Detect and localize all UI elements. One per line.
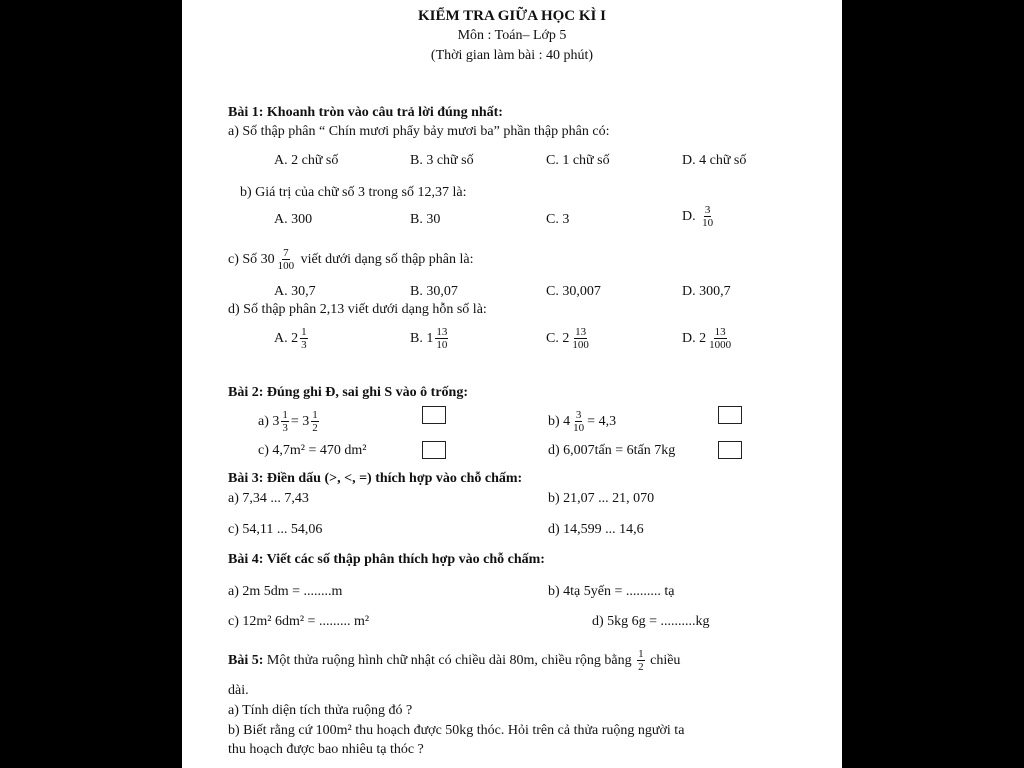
bai1-c-opt-b: B. 30,07 xyxy=(410,284,458,299)
bai5-b-line2: thu hoạch được bao nhiêu tạ thóc ? xyxy=(228,742,424,757)
bai1-title: Bài 1: Khoanh tròn vào câu trả lời đúng nhất: xyxy=(228,105,503,120)
bai2-a-answer-box[interactable] xyxy=(422,406,446,424)
bai2-a: a) 3 $\frac{1}{3}$ = 3 $\frac{1}{2}$ xyxy=(258,409,318,435)
bai3-a: a) 7,34 ... 7,43 xyxy=(228,491,309,506)
fraction: $\frac{1}{3}$ xyxy=(301,326,307,352)
bai5-continuation: dài. xyxy=(228,683,249,698)
bai3-c: c) 54,11 ... 54,06 xyxy=(228,522,323,537)
bai1-b-opt-d: D. $\frac{3}{10}$ xyxy=(682,204,714,230)
bai1-d-opt-b: B. 1 $\frac{13}{10}$ xyxy=(410,326,448,352)
bai1-b-opt-c: C. 3 xyxy=(546,212,570,227)
fraction: $\frac{1}{2}$ xyxy=(312,409,318,435)
bai2-c: c) 4,7m² = 470 dm² xyxy=(258,443,367,458)
fraction: $\frac{13}{10}$ xyxy=(436,326,448,352)
fraction: $\frac{13}{100}$ xyxy=(572,326,589,352)
bai1-c-opt-d: D. 300,7 xyxy=(682,284,731,299)
bai1-d-opt-d: D. 2 $\frac{13}{1000}$ xyxy=(682,326,732,352)
bai2-c-answer-box[interactable] xyxy=(422,441,446,459)
bai4-title: Bài 4: Viết các số thập phân thích hợp vào chỗ chấm: xyxy=(228,552,545,567)
bai1-b-opt-b: B. 30 xyxy=(410,212,441,227)
bai1-a-question: a) Số thập phân “ Chín mươi phẩy bảy mươi ba” phần thập phân có: xyxy=(228,124,610,139)
exam-paper xyxy=(182,0,842,768)
bai2-d-answer-box[interactable] xyxy=(718,441,742,459)
bai5-b-line1: b) Biết rằng cứ 100m² thu hoạch được 50kg thóc. Hỏi trên cả thửa ruộng người ta xyxy=(228,723,685,738)
bai2-b: b) 4 $\frac{3}{10}$ = 4,3 xyxy=(548,409,617,435)
bai1-c-question: c) Số 30 $\frac{7}{100}$ viết dưới dạng số thập phân là: xyxy=(228,247,474,273)
bai2-d: d) 6,007tấn = 6tấn 7kg xyxy=(548,443,676,458)
fraction: $\frac{13}{1000}$ xyxy=(709,326,732,352)
fraction: $\frac{7}{100}$ xyxy=(277,247,295,273)
exam-subject: Môn : Toán– Lớp 5 xyxy=(457,28,567,43)
bai1-a-opt-d: D. 4 chữ số xyxy=(682,153,747,168)
bai4-b: b) 4tạ 5yến = .......... tạ xyxy=(548,584,675,599)
bai1-a-opt-c: C. 1 chữ số xyxy=(546,153,610,168)
bai1-a-opt-a: A. 2 chữ số xyxy=(274,153,339,168)
fraction: $\frac{1}{2}$ xyxy=(638,648,644,674)
bai1-c-opt-c: C. 30,007 xyxy=(546,284,601,299)
exam-title: KIỂM TRA GIỮA HỌC KÌ I xyxy=(418,8,606,24)
bai1-d-opt-a: A. 2 $\frac{1}{3}$ xyxy=(274,326,307,352)
bai4-a: a) 2m 5dm = ........m xyxy=(228,584,343,599)
bai3-d: d) 14,599 ... 14,6 xyxy=(548,522,644,537)
bai1-d-question: d) Số thập phân 2,13 viết dưới dạng hỗn số là: xyxy=(228,302,487,317)
exam-time: (Thời gian làm bài : 40 phút) xyxy=(430,48,594,63)
bai1-b-question: b) Giá trị của chữ số 3 trong số 12,37 là: xyxy=(240,185,467,200)
fraction: $\frac{1}{3}$ xyxy=(282,409,288,435)
bai2-b-answer-box[interactable] xyxy=(718,406,742,424)
bai3-title: Bài 3: Điền dấu (>, <, =) thích hợp vào chỗ chấm: xyxy=(228,471,523,486)
bai5-question: Bài 5: Một thửa ruộng hình chữ nhật có chiều dài 80m, chiều rộng bằng $\frac{1}{2}$ chiều xyxy=(228,648,681,674)
bai1-a-opt-b: B. 3 chữ số xyxy=(410,153,474,168)
bai1-c-opt-a: A. 30,7 xyxy=(274,284,316,299)
bai1-b-opt-a: A. 300 xyxy=(274,212,313,227)
bai1-d-opt-c: C. 2 $\frac{13}{100}$ xyxy=(546,326,589,352)
bai5-a: a) Tính diện tích thửa ruộng đó ? xyxy=(228,703,413,718)
fraction: $\frac{3}{10}$ xyxy=(573,409,585,435)
fraction: $\frac{3}{10}$ xyxy=(702,204,714,230)
bai4-c: c) 12m² 6dm² = ......... m² xyxy=(228,614,370,629)
bai2-title: Bài 2: Đúng ghi Đ, sai ghi S vào ô trống: xyxy=(228,385,468,400)
bai4-d: d) 5kg 6g = ..........kg xyxy=(592,614,710,629)
bai3-b: b) 21,07 ... 21, 070 xyxy=(548,491,655,506)
